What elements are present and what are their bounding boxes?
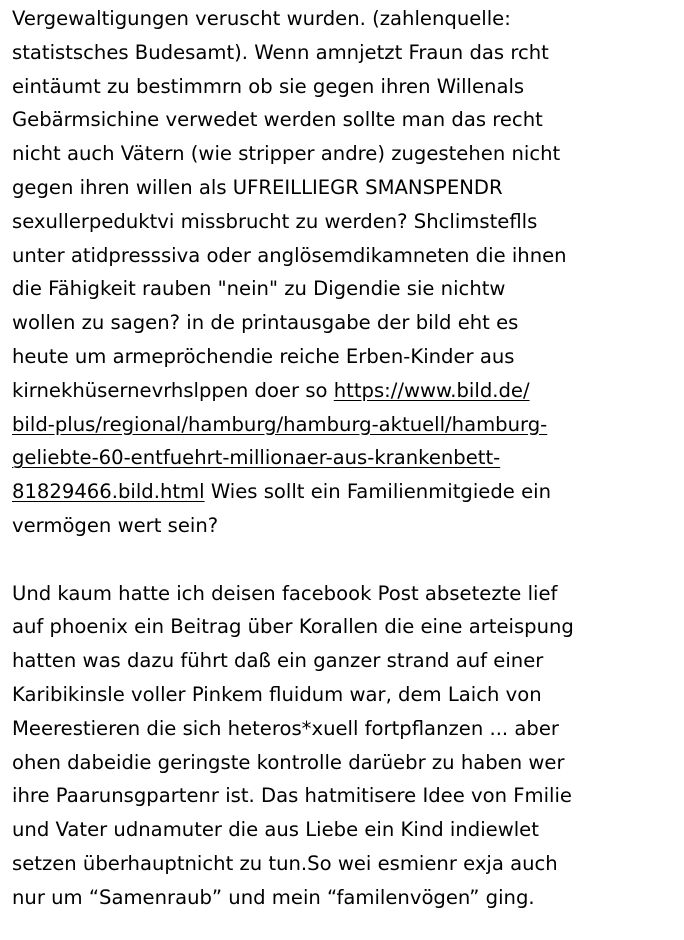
text-line: und Vater udnamuter die aus Liebe ein Kind indiewlet — [12, 818, 539, 842]
text-line: vermögen wert sein? — [12, 513, 219, 537]
text-line: wollen zu sagen? in de printausgabe der bild eht es — [12, 311, 519, 335]
text-line: statistsches Budesamt). Wenn amnjetzt Fraun das rcht — [12, 40, 549, 64]
text-line: ihre Paarunsgpartenr ist. Das hatmitisere Idee von Fmilie — [12, 784, 572, 808]
text-line: unter atidpresssiva oder anglösemdikamneten die ihnen — [12, 243, 567, 267]
text-line: Meerestieren die sich heteros*xuell fortpflanzen ... aber — [12, 716, 559, 740]
text-line: ohen dabeidie geringste kontrolle darüebr zu haben wer — [12, 750, 565, 774]
text-line: heute um armepröchendie reiche Erben-Kinder aus — [12, 344, 515, 368]
text-line: nicht auch Vätern (wie stripper andre) zugestehen nicht — [12, 142, 561, 166]
paragraph-spacer — [12, 543, 680, 577]
text-line: Vergewaltigungen veruscht wurden. (zahlenquelle: — [12, 7, 511, 30]
text-line: eintäumt zu bestimmrn ob sie gegen ihren Willenals — [12, 74, 525, 98]
paragraph-1 — [12, 2, 680, 543]
text-line — [12, 374, 680, 408]
text-line: hatten was dazu führt daß ein ganzer strand auf einer — [12, 649, 544, 673]
text-line: Gebärmsichine verwedet werden sollte man das recht — [12, 108, 543, 132]
text-line: auf phoenix ein Beitrag über Korallen die eine arteispung — [12, 615, 574, 639]
text-line: sexullerpeduktvi missbrucht zu werden? Shclimsteflls — [12, 209, 538, 233]
text-line — [12, 408, 680, 442]
text-line: Karibikinsle voller Pinkem fluidum war, dem Laich von — [12, 682, 542, 706]
document-page — [12, 2, 680, 915]
text-line: die Fähigkeit rauben "nein" zu Digendie sie nichtw — [12, 277, 506, 301]
text-line: gegen ihren willen als UFREILLIEGR SMANSPENDR — [12, 175, 503, 199]
bild-article-link[interactable]: bild-plus/regional/hamburg/hamburg-aktuell/hamburg- — [12, 412, 548, 436]
text-fragment: Wies sollt ein Familienmitgiede ein — [204, 480, 551, 504]
text-line: Und kaum hatte ich deisen facebook Post absetezte lief — [12, 581, 558, 605]
bild-article-link[interactable]: https://www.bild.de/ — [333, 378, 530, 402]
text-fragment: kirnekhüsernevrhslppen doer so — [12, 378, 334, 402]
text-line: nur um “Samenraub” und mein “familenvögen” ging. — [12, 885, 535, 909]
text-line — [12, 475, 680, 509]
paragraph-2 — [12, 577, 680, 915]
bild-article-link[interactable]: geliebte-60-entfuehrt-millionaer-aus-krankenbett- — [12, 446, 501, 470]
bild-article-link[interactable]: 81829466.bild.html — [12, 480, 205, 504]
text-line: setzen überhauptnicht zu tun.So wei esmienr exja auch — [12, 851, 558, 875]
text-line — [12, 441, 680, 475]
